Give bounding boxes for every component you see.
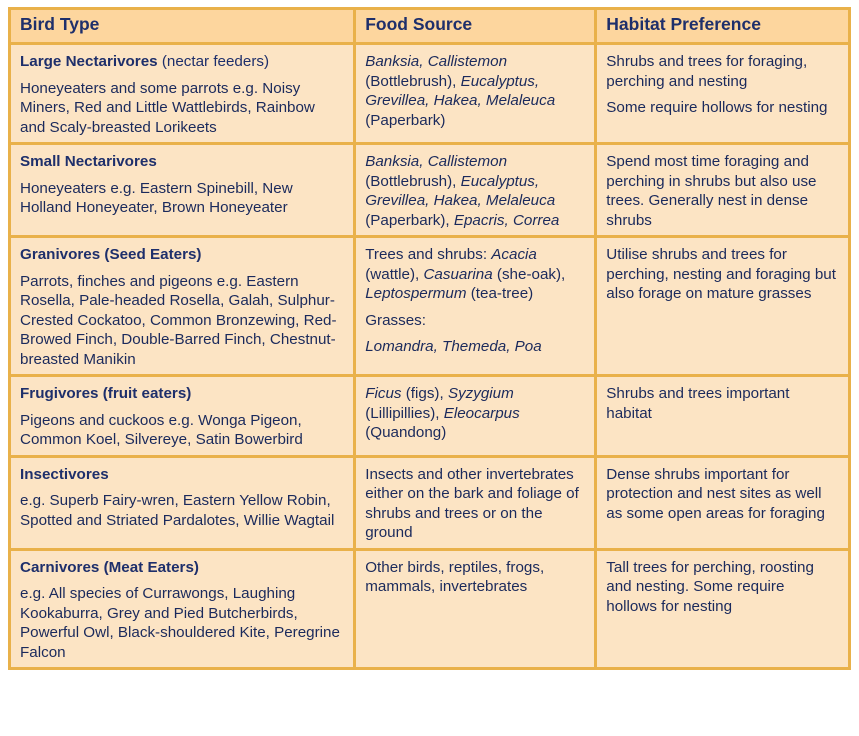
bird-category [20,384,344,404]
plant-genus-name: Leptospermum [365,285,467,302]
plant-genus-name: Lomandra, Themeda, Poa [365,338,542,355]
plant-genus-name: Acacia [491,246,537,263]
plant-genus-name: Ficus [365,385,402,402]
plant-genus-name: Epacris, Correa [453,211,560,229]
habitat-text: Shrubs and trees for foraging, perching and nesting [606,53,808,90]
food-source-text [365,245,585,304]
food-source-text [365,152,585,230]
food-source-text [365,465,585,543]
bird-category-name: Frugivores (fruit eaters) [20,385,192,402]
food-text: (Quandong) [365,424,447,441]
table-row [10,549,850,669]
habitat-text: Tall trees for perching, roosting and nesting. Some require hollows for nesting [606,558,814,615]
bird-type-cell [10,456,355,549]
plant-genus-name: Eucalyptus, Grevillea, Hakea, Melaleuca [365,72,556,109]
bird-category-name: Granivores (Seed Eaters) [20,246,202,263]
plant-genus-name: Syzygium [447,385,514,402]
food-source-text [365,52,585,130]
table-body [10,44,850,669]
habitat-text: Shrubs and trees important habitat [606,385,790,422]
food-text: Insects and other invertebrates either on the bark and foliage of shrubs and trees or on the ground [365,465,579,541]
food-text: (Paperbark), [365,211,454,229]
food-source-text [365,337,585,357]
table-row [10,456,850,549]
plant-genus-name: Banksia, Callistemon [365,153,508,170]
plant-genus-name: Eleocarpus [443,404,520,422]
habitat-cell [596,144,850,237]
header-food-source: Food Source [355,9,596,44]
food-text: (she-oak), [492,265,566,283]
bird-category-name: Large Nectarivores [20,53,158,70]
bird-type-cell [10,44,355,144]
habitat-text: Some require hollows for nesting [606,99,828,116]
habitat-cell [596,376,850,457]
food-text: (Bottlebrush), [365,172,461,190]
bird-category-note: (nectar feeders) [157,53,270,70]
header-habitat-preference: Habitat Preference [596,9,850,44]
food-source-text [365,558,585,597]
habitat-cell [596,456,850,549]
header-row [10,9,850,44]
food-source-cell [355,237,596,376]
bird-type-cell [10,237,355,376]
habitat-text: Utilise shrubs and trees for perching, nesting and foraging but also forage on mature grasses [606,246,836,302]
food-source-text [365,311,585,331]
food-source-cell [355,549,596,669]
bird-type-cell [10,549,355,669]
table-row [10,144,850,237]
plant-genus-name: Eucalyptus, Grevillea, Hakea, Melaleuca [365,172,556,209]
plant-genus-name: Banksia, Callistemon [365,53,508,70]
bird-type-cell [10,376,355,457]
bird-examples: Honeyeaters and some parrots e.g. Noisy Miners, Red and Little Wattlebirds, Rainbow and Scaly-breasted Lorikeets [20,79,315,136]
food-source-cell [355,44,596,144]
habitat-cell [596,44,850,144]
bird-category [20,558,344,578]
bird-category [20,465,344,485]
plant-genus-name: Casuarina [423,265,493,283]
food-text: (tea-tree) [466,285,534,302]
food-source-cell [355,456,596,549]
food-source-cell [355,376,596,457]
bird-examples: e.g. Superb Fairy-wren, Eastern Yellow Robin, Spotted and Striated Pardalotes, Willie Wagtail [20,492,335,529]
food-text: (wattle), [365,265,424,283]
food-text: Trees and shrubs: [365,246,492,263]
food-text: (Bottlebrush), [365,72,461,90]
bird-food-habitat-table [8,7,851,670]
table-row [10,237,850,376]
bird-category [20,245,344,265]
food-text: (Lillipillies), [365,404,444,422]
food-source-cell [355,144,596,237]
bird-category [20,52,344,72]
habitat-cell [596,549,850,669]
bird-category [20,152,344,172]
food-source-text [365,384,585,443]
bird-examples: Honeyeaters e.g. Eastern Spinebill, New Holland Honeyeater, Brown Honeyeater [20,179,293,216]
food-text: (Paperbark) [365,111,446,129]
header-bird-type: Bird Type [10,9,355,44]
food-text: (figs), [401,385,448,402]
bird-category-name: Small Nectarivores [20,153,157,170]
bird-category-name: Carnivores (Meat Eaters) [20,558,199,576]
food-text: Other birds, reptiles, frogs, mammals, invertebrates [365,558,545,595]
table-row [10,376,850,457]
bird-examples: e.g. All species of Currawongs, Laughing Kookaburra, Grey and Pied Butcherbirds, Powerful Owl, Black-shouldered Kite, Peregrine Falcon [20,585,340,661]
habitat-text: Dense shrubs important for protection and nest sites as well as some open areas for foraging [606,465,825,522]
habitat-text: Spend most time foraging and perching in shrubs but also use trees. Generally nest in dense shrubs [606,153,817,229]
table-row [10,44,850,144]
bird-type-cell [10,144,355,237]
bird-category-name: Insectivores [20,465,109,483]
bird-examples: Parrots, finches and pigeons e.g. Eastern Rosella, Pale-headed Rosella, Galah, Sulphur-Crested Cockatoo, Common Bronzewing, Red-Browed Finch, Double-Barred Finch, Chestnut-breasted Manikin [20,272,337,368]
food-text: Grasses: [365,311,426,329]
bird-examples: Pigeons and cuckoos e.g. Wonga Pigeon, Common Koel, Silvereye, Satin Bowerbird [20,411,303,448]
habitat-cell [596,237,850,376]
